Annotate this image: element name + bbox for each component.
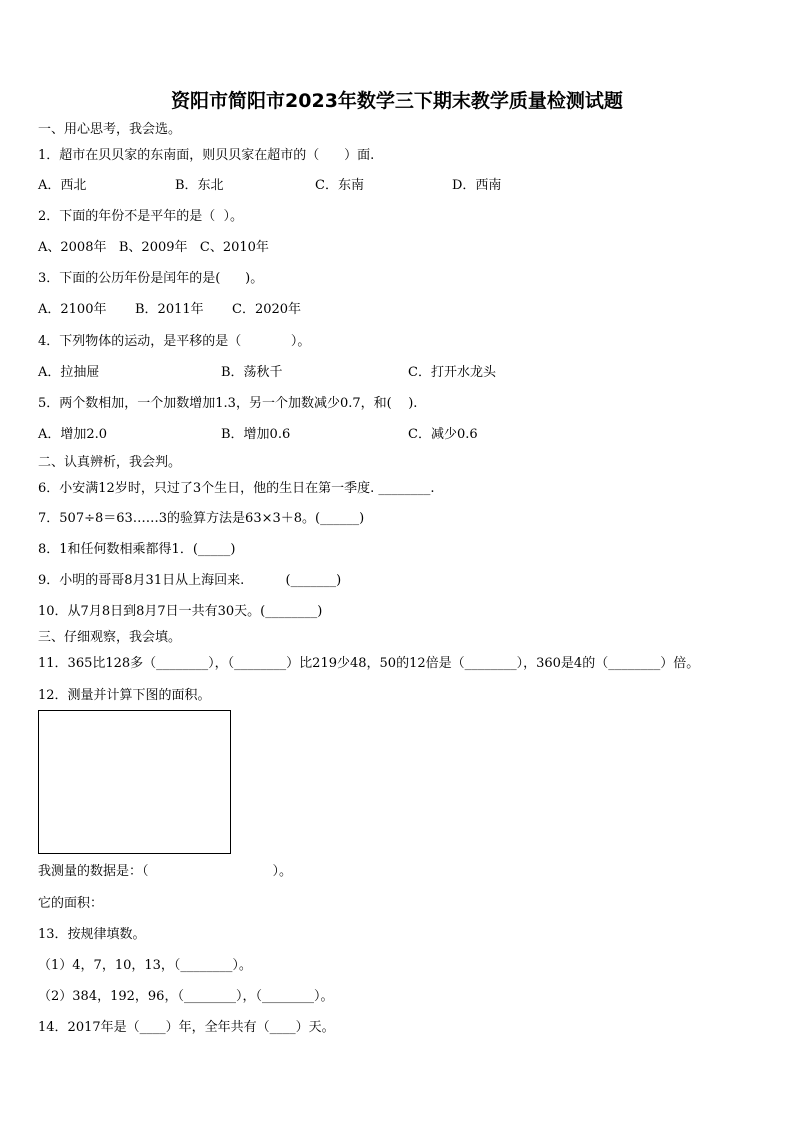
question-5-option-b: B．增加0.6 [221,427,291,442]
question-3-option-a: A．2100年 [38,302,107,317]
question-9: 9．小明的哥哥8月31日从上海回来. (_______) [38,573,342,588]
page-title: 资阳市简阳市2023年数学三下期末教学质量检测试题 [171,90,623,112]
question-4-option-b: B．荡秋千 [221,365,283,380]
question-5-option-a: A．增加2.0 [38,427,108,442]
question-13-part-2: （2）384，192，96，（________），（________）。 [38,989,334,1004]
question-6: 6．小安满12岁时，只过了3个生日，他的生日在第一季度. ________. [38,481,435,496]
question-1-stem: 1．超市在贝贝家的东南面，则贝贝家在超市的（ ）面. [38,148,375,163]
question-12-stem: 12．测量并计算下图的面积。 [38,688,211,703]
question-12-area: 它的面积： [38,896,104,911]
question-4-stem: 4．下列物体的运动，是平移的是（ ）。 [38,334,311,349]
question-1-option-d: D．西南 [452,178,502,193]
question-7: 7．507÷8＝63……3的验算方法是63×3＋8。(______) [38,511,365,526]
question-1-option-c: C．东南 [315,178,364,193]
question-3-option-c: C．2020年 [232,302,302,317]
section-1-heading: 一、用心思考，我会选。 [38,122,182,137]
question-1-option-a: A．西北 [38,178,87,193]
question-5-option-c: C．减少0.6 [408,427,478,442]
question-5-stem: 5．两个数相加，一个加数增加1.3，另一个加数减少0.7，和( ). [38,396,418,411]
question-11: 11．365比128多（________），（________）比219少48，50的12倍是（________），360是4的（________）倍。 [38,656,700,671]
question-8: 8．1和任何数相乘都得1．(_____) [38,542,236,557]
question-4-option-a: A．拉抽屉 [38,365,100,380]
question-13-part-1: （1）4，7，10，13，（________）。 [38,958,252,973]
question-2-options: A、2008年 B、2009年 C、2010年 [38,240,269,255]
question-1-option-b: B．东北 [175,178,224,193]
section-3-heading: 三、仔细观察，我会填。 [38,630,182,645]
question-12-measurement: 我测量的数据是：（ ）。 [38,864,292,879]
section-2-heading: 二、认真辨析，我会判。 [38,455,182,470]
question-3-stem: 3．下面的公历年份是闰年的是( )。 [38,271,264,286]
question-3-option-b: B．2011年 [135,302,204,317]
question-2-stem: 2．下面的年份不是平年的是（ ）。 [38,209,244,224]
question-13-stem: 13．按规律填数。 [38,927,146,942]
question-14: 14．2017年是（____）年，全年共有（____）天。 [38,1020,335,1035]
question-10: 10．从7月8日到8月7日一共有30天。(________) [38,604,323,619]
measurement-rectangle [38,710,231,854]
question-4-option-c: C．打开水龙头 [408,365,496,380]
